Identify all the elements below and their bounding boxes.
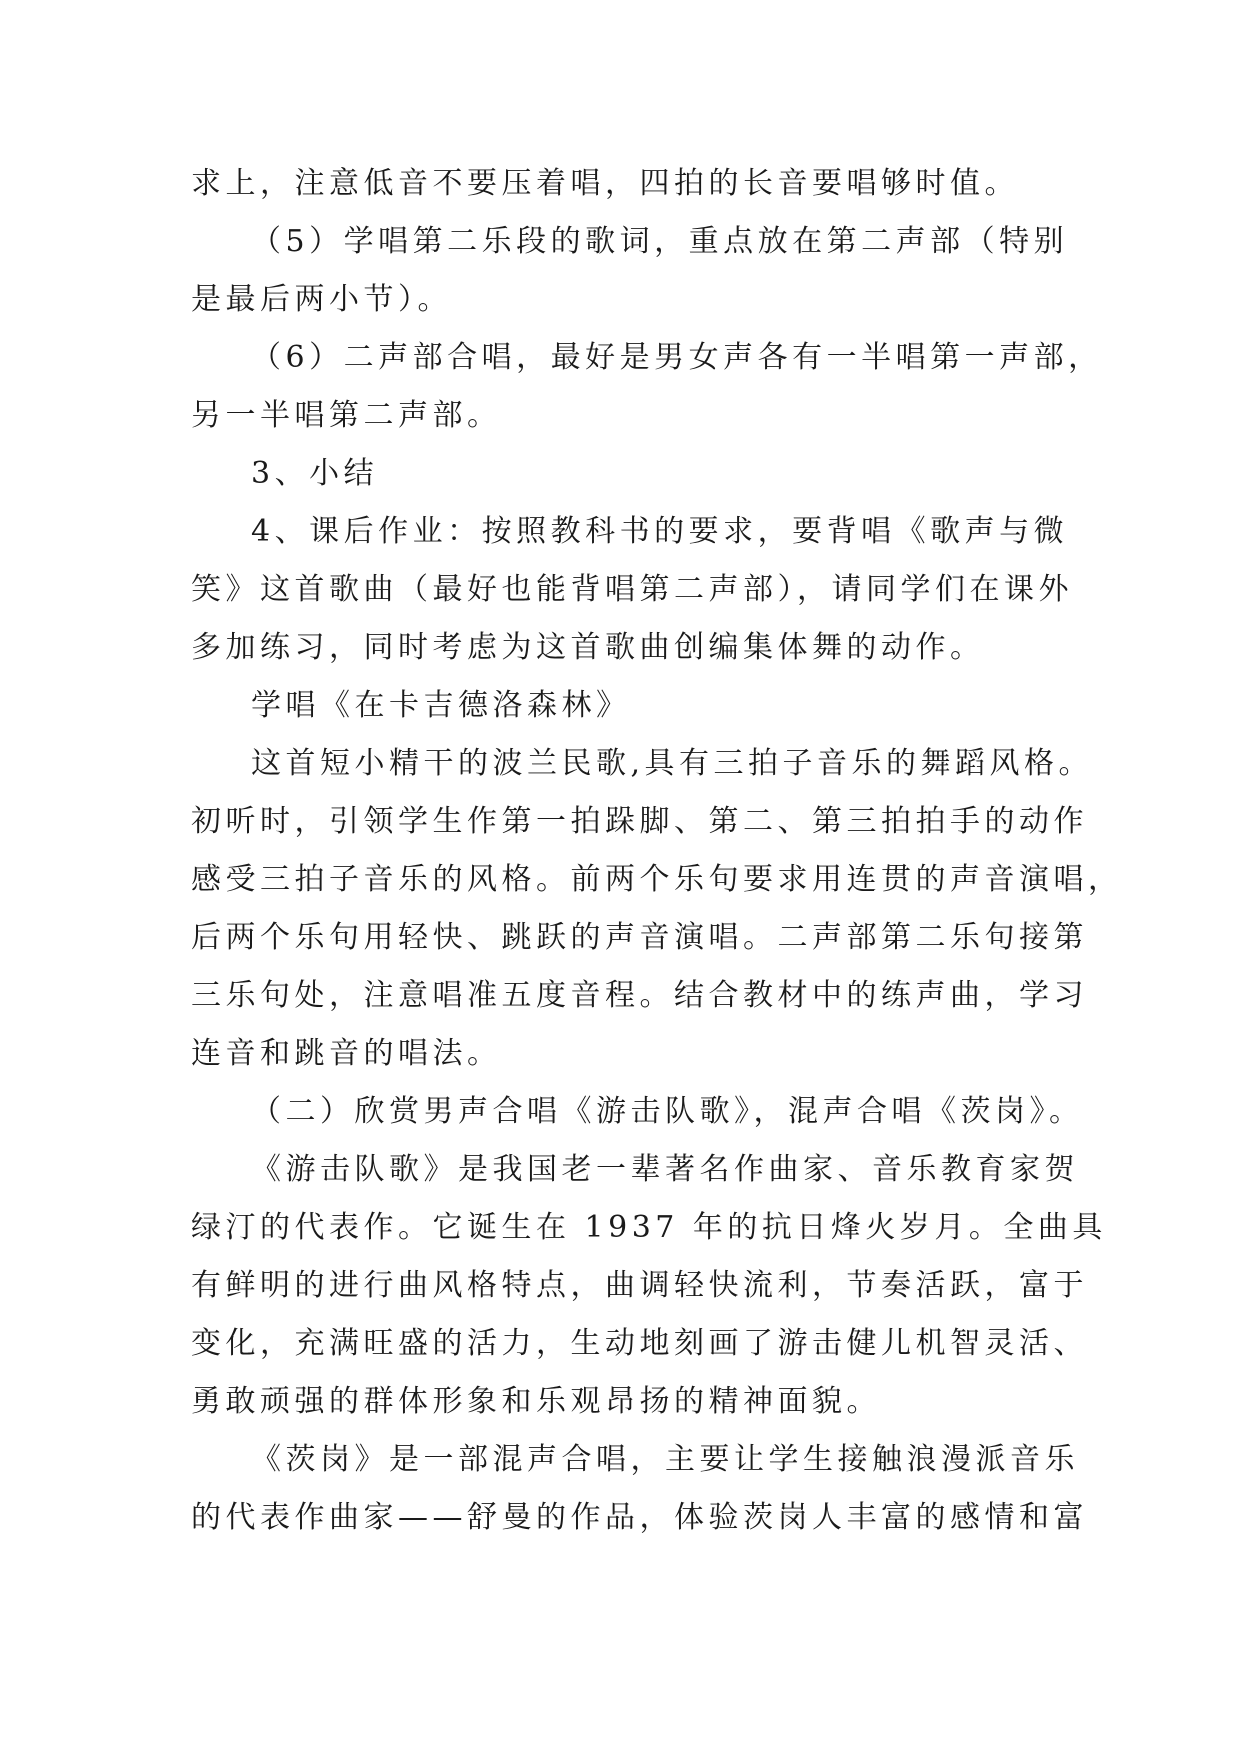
text-line: （5）学唱第二乐段的歌词，重点放在第二声部（特别 — [251, 224, 1069, 259]
section-heading: 学唱《在卡吉德洛森林》 — [251, 688, 631, 723]
text-line: 笑》这首歌曲（最好也能背唱第二声部），请同学们在课外 — [191, 572, 1073, 607]
text-line: 《游击队歌》是我国老一辈著名作曲家、音乐教育家贺 — [251, 1152, 1079, 1187]
text-line: 多加练习，同时考虑为这首歌曲创编集体舞的动作。 — [191, 630, 985, 665]
text-line: 的代表作曲家——舒曼的作品，体验茨岗人丰富的感情和富 — [191, 1500, 1088, 1535]
text-line: 另一半唱第二声部。 — [191, 398, 502, 433]
body-text — [191, 155, 1123, 1547]
section-heading: （二）欣赏男声合唱《游击队歌》，混声合唱《茨岗》。 — [251, 1094, 1084, 1129]
text-line: 绿汀的代表作。它诞生在 1937 年的抗日烽火岁月。全曲具 — [191, 1210, 1107, 1245]
text-line: 三乐句处，注意唱准五度音程。结合教材中的练声曲，学习 — [191, 978, 1088, 1013]
text-line: 初听时，引领学生作第一拍跺脚、第二、第三拍拍手的动作 — [191, 804, 1088, 839]
text-line: 变化，充满旺盛的活力，生动地刻画了游击健儿机智灵活、 — [191, 1326, 1088, 1361]
text-line: （6）二声部合唱，最好是男女声各有一半唱第一声部， — [251, 340, 1103, 375]
text-line: 是最后两小节）。 — [191, 282, 452, 317]
text-line: 求上，注意低音不要压着唱，四拍的长音要唱够时值。 — [191, 166, 1019, 201]
section-heading: 3、小结 — [251, 456, 379, 491]
text-line: 《茨岗》是一部混声合唱，主要让学生接触浪漫派音乐 — [251, 1442, 1079, 1477]
text-line: 有鲜明的进行曲风格特点，曲调轻快流利，节奏活跃，富于 — [191, 1268, 1088, 1303]
text-line: 感受三拍子音乐的风格。前两个乐句要求用连贯的声音演唱， — [191, 862, 1123, 897]
text-line: 后两个乐句用轻快、跳跃的声音演唱。二声部第二乐句接第 — [191, 920, 1088, 955]
text-line: 这首短小精干的波兰民歌,具有三拍子音乐的舞蹈风格。 — [251, 746, 1094, 781]
text-line: 连音和跳音的唱法。 — [191, 1036, 502, 1071]
text-line: 勇敢顽强的群体形象和乐观昂扬的精神面貌。 — [191, 1384, 881, 1419]
text-line: 4、课后作业：按照教科书的要求，要背唱《歌声与微 — [251, 514, 1069, 549]
